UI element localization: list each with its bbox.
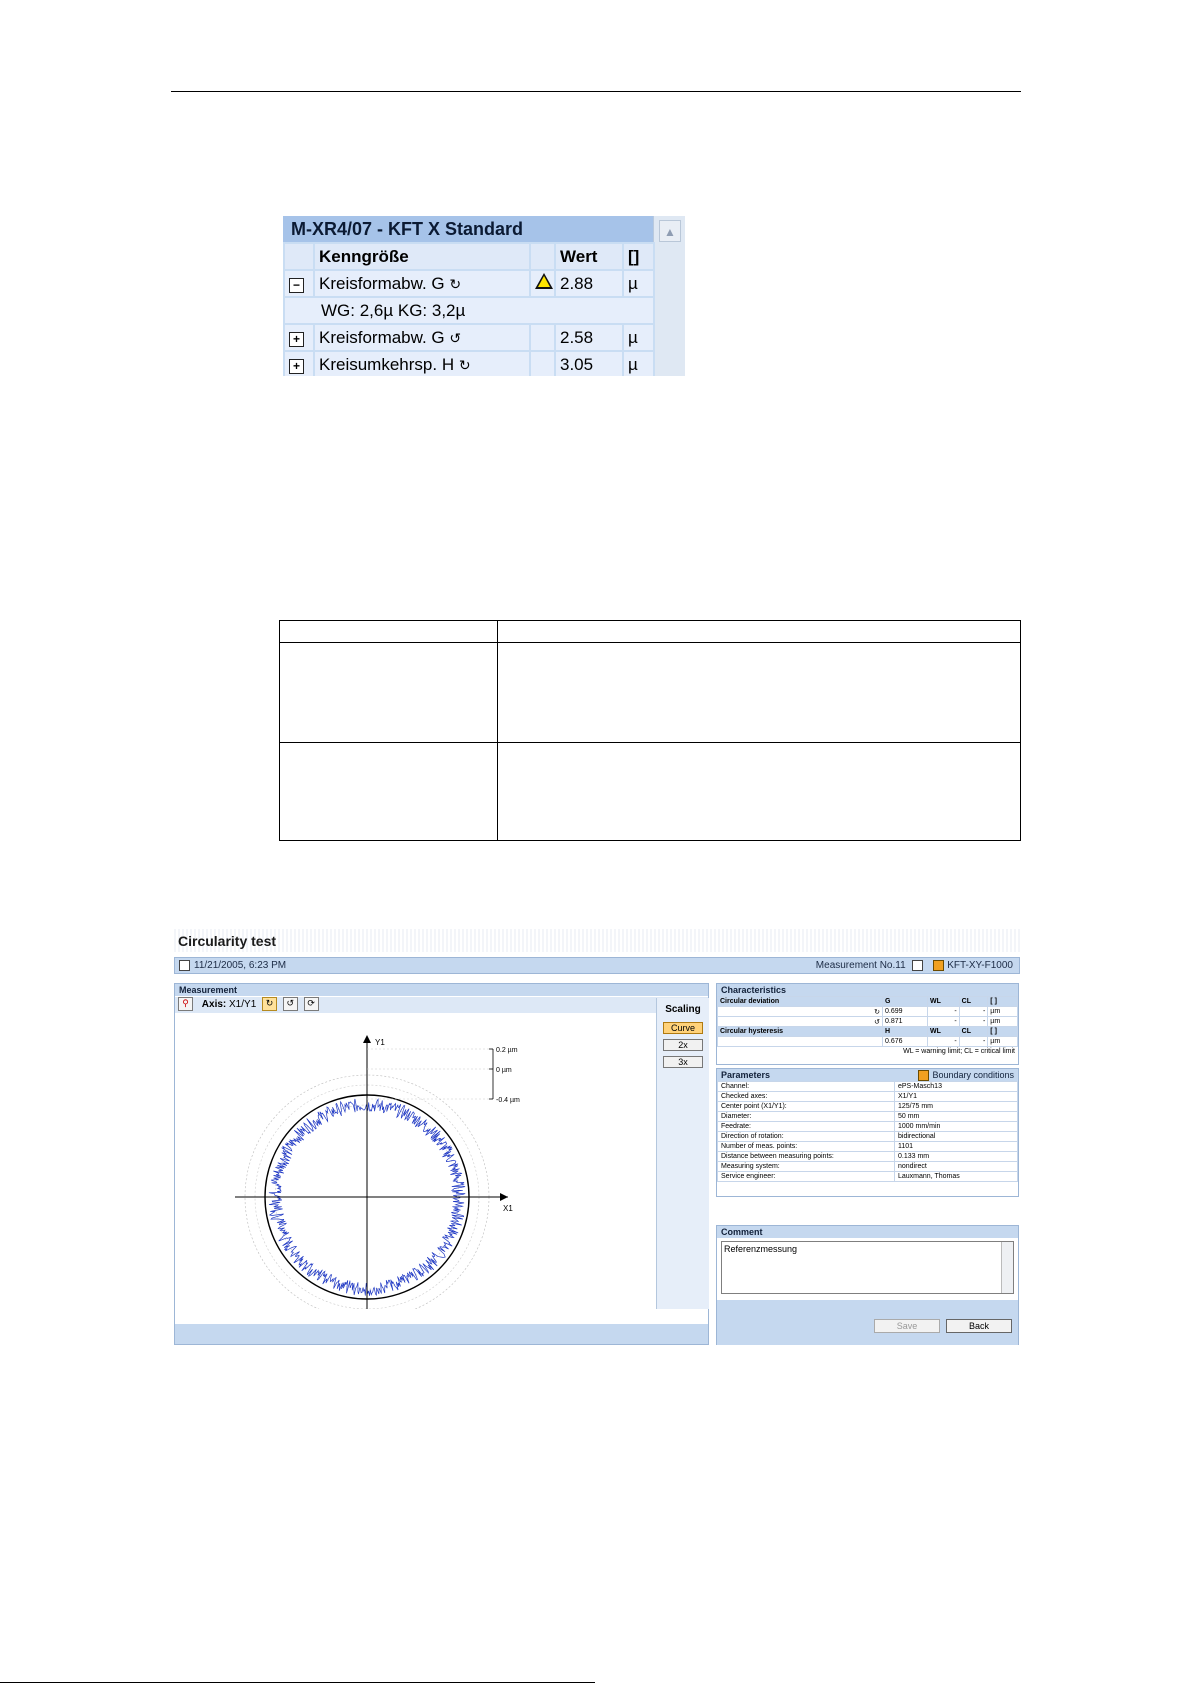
y-axis-arrow — [363, 1035, 371, 1043]
limits-detail: WG: 2,6µ KG: 3,2µ — [284, 297, 654, 324]
page-title: Circularity test — [178, 933, 277, 949]
col-unit: [ ] — [988, 997, 1018, 1007]
page-header-rule — [171, 91, 1021, 92]
warning-icon — [535, 273, 553, 289]
warning-limit: - — [927, 1017, 959, 1027]
col-g: G — [883, 997, 928, 1007]
arrow-right-icon — [918, 1070, 929, 1081]
characteristics-table — [717, 996, 1018, 1047]
param-key: Checked axes: — [718, 1092, 895, 1102]
table-row-divider — [280, 642, 1020, 643]
collapse-icon[interactable]: − — [289, 278, 304, 293]
row-unit: µ — [623, 351, 654, 376]
scaling-3x-button[interactable]: 3x — [663, 1056, 703, 1068]
comment-scrollbar[interactable] — [1001, 1242, 1013, 1293]
unit: µm — [988, 1017, 1018, 1027]
param-value: 0.133 mm — [895, 1152, 1018, 1162]
rotation-cw-icon: ↻ — [458, 356, 471, 373]
characteristics-title: Characteristics — [717, 984, 1018, 996]
arrow-right-icon — [933, 960, 944, 971]
comment-textarea[interactable] — [721, 1241, 1014, 1294]
table-row — [718, 1092, 1018, 1102]
kft-widget — [283, 216, 685, 376]
rotate-both-icon[interactable]: ⟳ — [304, 997, 319, 1011]
param-value: Lauxmann, Thomas — [895, 1172, 1018, 1182]
save-button[interactable]: Save — [874, 1319, 940, 1333]
scale-tick-label: 0 µm — [496, 1067, 512, 1074]
table-row — [718, 1102, 1018, 1112]
param-value: X1/Y1 — [895, 1092, 1018, 1102]
table-row — [718, 1122, 1018, 1132]
param-key: Service engineer: — [718, 1172, 895, 1182]
table-header-row — [284, 243, 654, 270]
empty-table — [279, 620, 1021, 841]
parameters-table — [717, 1081, 1018, 1182]
comment-text: Referenzmessung — [724, 1244, 798, 1254]
table-row — [284, 270, 654, 297]
rotate-cw-icon[interactable]: ↻ — [262, 997, 277, 1011]
param-value: bidirectional — [895, 1132, 1018, 1142]
param-key: Channel: — [718, 1082, 895, 1092]
critical-limit: - — [959, 1007, 988, 1017]
comment-panel — [716, 1225, 1019, 1345]
title-band — [174, 929, 1022, 952]
comment-footer — [717, 1300, 1018, 1345]
expand-icon[interactable]: + — [289, 359, 304, 374]
rotation-ccw-icon: ↺ — [449, 329, 462, 346]
warning-limit: - — [927, 1037, 959, 1047]
row-label: Kreisumkehrsp. H — [319, 354, 455, 374]
rotation-ccw-icon: ↺ — [718, 1017, 883, 1027]
table-row — [718, 1132, 1018, 1142]
deviation-header-row — [718, 997, 1018, 1007]
limits-legend: WL = warning limit; CL = critical limit — [903, 1048, 1015, 1055]
table-row — [718, 1172, 1018, 1182]
scaling-curve-button[interactable]: Curve — [663, 1022, 703, 1034]
critical-limit: - — [959, 1017, 988, 1027]
info-bar — [174, 957, 1020, 974]
page-footer-rule — [0, 1682, 595, 1683]
axis-value[interactable]: X1/Y1 — [229, 999, 257, 1010]
param-key: Number of meas. points: — [718, 1142, 895, 1152]
deviation-value: 0.699 — [883, 1007, 928, 1017]
param-value: 1000 mm/min — [895, 1122, 1018, 1132]
measurement-number: Measurement No.11 — [815, 960, 906, 971]
param-value: 125/75 mm — [895, 1102, 1018, 1112]
col-wl: WL — [927, 997, 959, 1007]
param-value: 1101 — [895, 1142, 1018, 1152]
characteristics-panel — [716, 983, 1019, 1065]
param-key: Direction of rotation: — [718, 1132, 895, 1142]
expand-icon[interactable]: + — [289, 332, 304, 347]
boundary-conditions-link[interactable] — [915, 1069, 1014, 1081]
row-label: Kreisformabw. G — [319, 327, 445, 347]
scale-tick-label: -0.4 µm — [496, 1097, 520, 1104]
unit: µm — [988, 1037, 1018, 1047]
scaling-panel — [656, 998, 709, 1309]
circularity-plot-svg — [175, 1019, 656, 1309]
table-row — [718, 1112, 1018, 1122]
col-cl: CL — [959, 997, 988, 1007]
boundary-conditions-label: Boundary conditions — [932, 1070, 1014, 1080]
parameters-panel — [716, 1068, 1019, 1197]
table-row-divider — [280, 742, 1020, 743]
scaling-2x-button[interactable]: 2x — [663, 1039, 703, 1051]
deviation-value: 0.871 — [883, 1017, 928, 1027]
x-axis-label: X1 — [503, 1204, 513, 1213]
param-value: ePS-Masch13 — [895, 1082, 1018, 1092]
param-key: Center point (X1/Y1): — [718, 1102, 895, 1112]
parameters-title: Parameters — [721, 1070, 771, 1080]
col-h: H — [883, 1027, 928, 1037]
zoom-icon[interactable]: ⚲ — [178, 997, 193, 1011]
kft-table — [283, 242, 655, 376]
table-row — [718, 1007, 1018, 1017]
param-key: Measuring system: — [718, 1162, 895, 1172]
scale-tick-label: 0.2 µm — [496, 1047, 518, 1054]
comment-title: Comment — [717, 1226, 1018, 1238]
measurement-panel — [174, 983, 709, 1345]
y-axis-label: Y1 — [375, 1038, 385, 1047]
hysteresis-header-row — [718, 1027, 1018, 1037]
row-label: Kreisformabw. G — [319, 273, 445, 293]
row-value: 2.58 — [555, 324, 623, 351]
measurement-toolbar — [175, 997, 708, 1013]
axis-label: Axis: — [201, 999, 227, 1010]
hysteresis-label: Circular hysteresis — [718, 1027, 883, 1037]
table-column-divider — [497, 621, 498, 840]
col-wl: WL — [927, 1027, 959, 1037]
rotate-ccw-icon[interactable]: ↺ — [283, 997, 298, 1011]
table-row — [718, 1017, 1018, 1027]
hysteresis-value: 0.676 — [883, 1037, 928, 1047]
row-value: 3.05 — [555, 351, 623, 376]
col-cl: CL — [959, 1027, 988, 1037]
scaling-label: Scaling — [665, 1004, 701, 1015]
vertical-scrollbar[interactable] — [653, 216, 685, 376]
deviation-label: Circular deviation — [718, 997, 883, 1007]
table-row — [284, 351, 654, 376]
param-key: Diameter: — [718, 1112, 895, 1122]
param-key: Distance between measuring points: — [718, 1152, 895, 1162]
kft-widget-title: M-XR4/07 - KFT X Standard — [283, 216, 653, 242]
table-row — [718, 1142, 1018, 1152]
param-key: Feedrate: — [718, 1122, 895, 1132]
unit: µm — [988, 1007, 1018, 1017]
header-parameter: Kenngröße — [314, 243, 530, 270]
warning-limit: - — [927, 1007, 959, 1017]
rotation-cw-icon: ↻ — [718, 1007, 883, 1017]
clock-icon — [179, 960, 190, 971]
param-value: nondirect — [895, 1162, 1018, 1172]
critical-limit: - — [959, 1037, 988, 1047]
measurement-date: 11/21/2005, 6:23 PM — [194, 960, 287, 971]
scroll-up-icon[interactable]: ▲ — [659, 220, 681, 242]
table-row — [718, 1152, 1018, 1162]
table-row — [718, 1082, 1018, 1092]
header-value: Wert — [555, 243, 623, 270]
header-unit: [] — [623, 243, 654, 270]
parameters-header — [717, 1069, 1018, 1081]
measurement-footer — [175, 1324, 708, 1344]
measurement-title: Measurement — [175, 984, 708, 996]
copy-icon[interactable] — [912, 960, 923, 971]
row-unit: µ — [623, 270, 654, 297]
x-axis-arrow — [500, 1193, 508, 1201]
col-unit: [ ] — [988, 1027, 1018, 1037]
back-button[interactable]: Back — [946, 1319, 1012, 1333]
circularity-plot — [175, 1019, 656, 1309]
row-value: 2.88 — [555, 270, 623, 297]
table-row — [284, 324, 654, 351]
row-unit: µ — [623, 324, 654, 351]
param-value: 50 mm — [895, 1112, 1018, 1122]
table-row — [718, 1037, 1018, 1047]
table-row — [718, 1162, 1018, 1172]
machine-link[interactable]: KFT-XY-F1000 — [947, 960, 1013, 971]
rotation-cw-icon: ↻ — [449, 275, 462, 292]
table-row-detail — [284, 297, 654, 324]
